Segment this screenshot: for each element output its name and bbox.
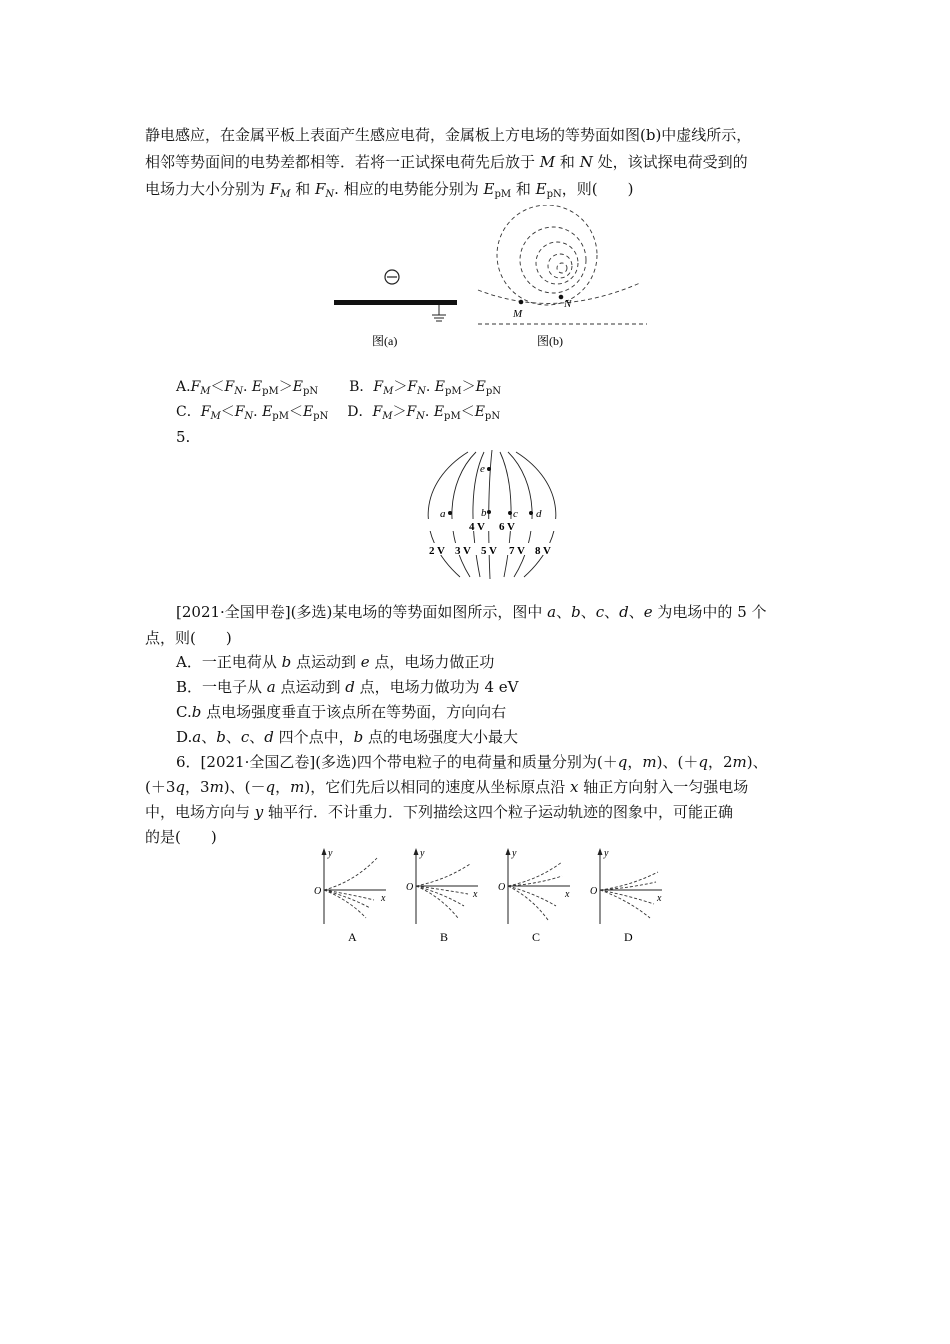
sep: 、 [580,603,596,621]
option-b-label: B． [349,379,374,395]
sub: M [382,411,393,422]
graph-b-label: B [440,930,449,944]
text: 四个点中， [273,728,354,746]
var: E [262,404,273,420]
axis-y-label: y [604,848,609,859]
sub: pN [313,411,329,422]
origin-label: O [314,886,322,897]
var: E [292,379,304,395]
graph-d [590,848,662,944]
var: b [191,703,202,721]
label-a: a [440,508,446,520]
trajectory [324,890,366,918]
point-n [559,295,564,300]
metal-plate [334,300,457,305]
text: ，3 [185,778,210,796]
trajectory [600,890,654,904]
graph-d-label: D [624,930,633,944]
text: C. [176,703,192,721]
text: )、(＋ [656,753,699,771]
origin-label: O [406,882,414,893]
text: 静电感应，在金属平板上表面产生感应电荷，金属板上方电场的等势面如图(b)中虚线所示， [145,126,752,144]
var: x [570,778,579,796]
text: ， [627,753,643,771]
axis-y-label: y [328,848,333,859]
var-m: M [539,153,556,171]
label-m: M [513,308,523,320]
sep: . [253,404,263,420]
label-band-4v [418,519,578,531]
text: 和 [511,180,536,198]
sub: N [416,411,425,422]
text: 点，电场力做功为 4 eV [354,678,519,696]
text: )，它们先后以相同的速度从坐标原点沿 [304,778,570,796]
var: y [254,803,264,821]
var: m [732,753,747,771]
option-a-label: A. [176,379,191,395]
equipotential-arc [478,283,640,303]
trajectory [508,886,556,906]
text: A．一正电荷从 [176,653,282,671]
q5-option-b [176,676,518,698]
var: E [251,379,263,395]
q6-trajectory-graphs [300,846,690,950]
graph-a [314,848,386,944]
point-e [487,467,491,471]
label-b: b [481,507,487,519]
label-5v: 5 V [481,545,497,557]
text: )、(－ [223,778,266,796]
figure-b-caption: 图(b) [537,334,563,348]
text: B．一电子从 [176,678,267,696]
sub: pM [262,386,279,397]
sub: N [234,386,243,397]
sub: M [200,386,211,397]
q5-number [176,426,190,448]
arrow-icon [414,848,419,855]
figure-b [475,205,655,355]
var: c [595,603,605,621]
var: e [360,653,370,671]
point-m [519,300,524,305]
q4-options-line-2 [176,401,500,423]
var: E [434,379,445,395]
graph-a-label: A [348,930,357,944]
var: E [302,404,314,420]
text: 点电场强度垂直于该点所在等势面，方向向右 [201,703,507,721]
text: D. [176,728,193,746]
q5-equipotential-figure [418,447,578,583]
q5-option-a [176,651,494,673]
label-n: N [564,298,572,310]
trajectory [508,876,562,886]
text: 点，则( ) [145,629,232,647]
sep: 、 [201,728,217,746]
text: 点运动到 [291,653,361,671]
var: b [281,653,292,671]
equipotential-circle [557,263,567,273]
text: 点，电场力做正功 [369,653,495,671]
var: a [192,728,202,746]
text: 5. [176,428,191,446]
arrow-icon [506,848,511,855]
var: b [571,603,581,621]
graph-c [498,848,570,944]
sep: . [424,404,434,420]
sep: 、 [225,728,241,746]
sep: 、 [249,728,265,746]
var: F [372,404,383,420]
label-8v: 8 V [535,545,551,557]
point-c [508,511,512,515]
point-b [487,510,491,514]
var: c [240,728,250,746]
text: 和 [290,180,315,198]
op: ＜ [220,404,235,420]
sep: 、 [604,603,620,621]
q5-option-d [176,726,518,748]
text: 和 [555,153,580,171]
var: e [643,603,653,621]
var: F [190,379,201,395]
var: a [547,603,557,621]
option-d-label: D． [347,404,373,420]
q4-stem-line-2 [145,151,748,173]
sep: 、 [556,603,572,621]
text: 中，电场方向与 [145,803,255,821]
var: d [619,603,629,621]
trajectory [600,882,656,890]
q6-stem-line-3 [145,801,733,823]
var-n: N [579,153,593,171]
trajectory [600,890,650,918]
option-c-label: C． [176,404,201,420]
arrow-icon [322,848,327,855]
q6-stem-line-1 [176,751,768,773]
sub: pM [444,411,461,422]
equipotential-circle [497,205,597,305]
axis-y-label: y [420,848,425,859]
label-4v: 4 V [469,521,485,533]
sep: . [425,379,435,395]
sub: M [280,189,291,200]
var: q [617,753,628,771]
trajectory [416,864,470,886]
trajectory [600,872,658,890]
var: a [266,678,276,696]
label-7v: 7 V [509,545,525,557]
sub: pM [272,411,289,422]
sub: M [210,411,221,422]
q4-stem-line-3 [145,178,633,200]
var: E [433,404,445,420]
label-2v: 2 V [429,545,445,557]
var: E [475,379,486,395]
var: q [175,778,186,796]
q6-stem-line-4 [145,826,217,848]
op: ＞ [278,379,293,395]
q6-stem-line-2 [145,776,748,798]
text: 点的电场强度大小最大 [363,728,519,746]
text: )、 [746,753,768,771]
var: F [234,404,245,420]
origin-label: O [498,882,506,893]
text: 轴正方向射入一匀强电场 [578,778,749,796]
text: 6．[2021·全国乙卷](多选)四个带电粒子的电荷量和质量分别为(＋ [176,753,618,771]
sub: N [325,189,335,200]
var: F [373,379,384,395]
var-f: F [269,180,281,198]
axis-x-label: x [657,893,662,904]
q5-stem-line-1 [176,601,767,623]
var: d [345,678,355,696]
trajectory [324,858,377,890]
text: ，则( ) [561,180,634,198]
sub: pM [494,189,512,200]
var: F [224,379,235,395]
trajectory [508,886,548,920]
var: q [265,778,276,796]
text: 电场力大小分别为 [145,180,270,198]
sub: pN [484,411,501,422]
equipotential-circle [520,227,586,293]
op: ＜ [288,404,303,420]
var: F [407,379,418,395]
sub: pN [485,386,501,397]
sub: pN [546,189,562,200]
op: ＞ [461,379,476,395]
figure-a-caption: 图(a) [372,334,398,348]
text: . 相应的电势能分别为 [334,180,484,198]
q5-stem-line-2 [145,627,232,649]
text: (＋3 [145,778,176,796]
axis-y-label: y [512,848,517,859]
text: ，2 [707,753,733,771]
text: [2021·全国甲卷](多选)某电场的等势面如图所示，图中 [176,603,548,621]
arrow-icon [598,848,603,855]
label-e: e [480,463,485,475]
axis-x-label: x [565,889,570,900]
var-e: E [483,180,495,198]
op: ＞ [393,379,408,395]
graph-b [406,848,478,944]
equipotential-circle [548,254,572,278]
var: m [209,778,224,796]
var-e: E [535,180,547,198]
var: b [353,728,364,746]
text: 的是( ) [145,828,217,846]
text: 点运动到 [275,678,346,696]
q4-options-line-1 [176,376,501,398]
text: 相邻等势面间的电势差都相等．若将一正试探电荷先后放于 [145,153,540,171]
var-f: F [315,180,326,198]
var: m [290,778,305,796]
sub: pN [303,386,319,397]
label-c: c [513,508,518,520]
axis-x-label: x [381,893,386,904]
var: F [200,404,211,420]
text: 为电场中的 5 个 [652,603,767,621]
op: ＞ [392,404,407,420]
var: q [698,753,708,771]
q5-option-c [176,701,506,723]
text: ， [275,778,291,796]
label-6v: 6 V [499,521,515,533]
origin-label: O [590,886,598,897]
sub: pM [444,386,462,397]
var: E [474,404,485,420]
op: ＜ [460,404,475,420]
sep: 、 [628,603,644,621]
sub: N [417,386,426,397]
figure-a [320,255,470,355]
text: 轴平行．不计重力．下列描绘这四个粒子运动轨迹的图象中，可能正确 [263,803,734,821]
sep: . [243,379,252,395]
var: d [264,728,274,746]
label-d: d [536,508,542,520]
point-a [448,511,452,515]
sub: N [244,411,254,422]
trajectory [416,886,468,894]
op: ＜ [210,379,225,395]
graph-c-label: C [532,930,541,944]
axis-x-label: x [473,889,478,900]
text: 处，该试探电荷受到的 [592,153,748,171]
q4-stem-line-1 [145,124,751,146]
var: m [642,753,657,771]
var: b [216,728,226,746]
var: F [406,404,417,420]
point-d [529,511,533,515]
sub: M [383,386,394,397]
label-3v: 3 V [455,545,471,557]
